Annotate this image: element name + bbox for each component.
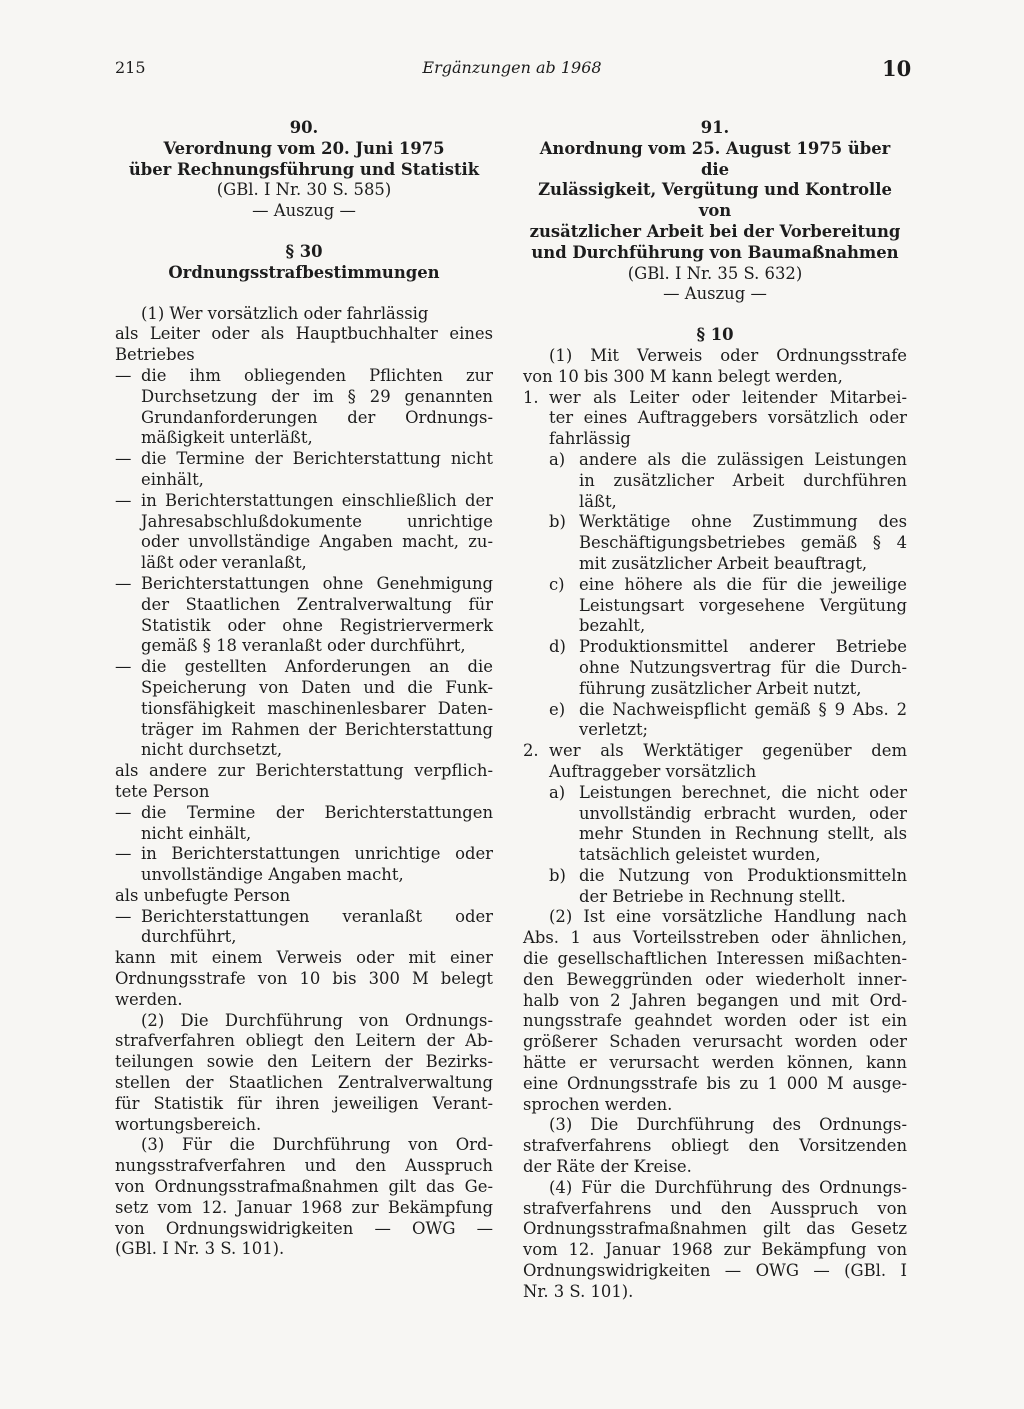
dash-item — [115, 491, 493, 574]
paragraph-3 — [523, 1115, 907, 1177]
dash-marker: — — [115, 490, 132, 510]
sub-item — [523, 783, 907, 866]
sub-marker: b) — [549, 512, 566, 532]
doc-title — [115, 139, 493, 181]
text-line: die Termine der Berichterstattungen — [141, 802, 493, 822]
closing-lines — [115, 948, 493, 1010]
text-line: andere als die zulässigen Leistungen — [579, 449, 907, 469]
text-line: einhält, — [141, 469, 204, 489]
text-line: als andere zur Berichterstattung verpflich- — [115, 761, 493, 781]
text-line: Leistungen berechnet, die nicht oder — [579, 782, 907, 802]
sub-item — [523, 450, 907, 512]
text-line: (4) Für die Durchführung des Ordnungs- — [549, 1177, 907, 1197]
text-line: Durchsetzung der im § 29 genannten — [141, 386, 493, 406]
dash-item — [115, 657, 493, 761]
text-line: unvollständige Angaben macht, — [141, 865, 404, 885]
citation: (GBl. I Nr. 35 S. 632) — [627, 263, 803, 283]
running-title: Ergänzungen ab 1968 — [422, 58, 602, 77]
dash-item — [115, 574, 493, 657]
left-column — [115, 118, 493, 1260]
text-line: in Berichterstattungen unrichtige oder — [141, 844, 493, 864]
numbered-item — [523, 388, 907, 450]
text-line: strafverfahrens und den Ausspruch von — [523, 1198, 907, 1218]
text-line: von Ordnungsstrafmaßnahmen gilt das Ge- — [115, 1177, 493, 1197]
sub-marker: a) — [549, 449, 566, 469]
text-line: oder unvollständige Angaben macht, zu- — [141, 532, 493, 552]
doc-number: 91. — [700, 118, 730, 137]
text-line: Ordnungsstrafe von 10 bis 300 M belegt — [115, 969, 493, 989]
text-line: Jahresabschlußdokumente unrichtige — [141, 511, 493, 531]
citation: (GBl. I Nr. 30 S. 585) — [216, 180, 392, 200]
text-line: setz vom 12. Januar 1968 zur Bekämpfung — [115, 1197, 493, 1217]
paragraph-2 — [115, 1011, 493, 1136]
text-line: tionsfähigkeit maschinenlesbarer Daten- — [141, 698, 493, 718]
text-line: (3) Die Durchführung des Ordnungs- — [549, 1115, 907, 1135]
dash-marker: — — [115, 449, 132, 469]
dash-list-b — [115, 803, 493, 886]
text-line: von Ordnungswidrigkeiten — OWG — — [115, 1218, 493, 1238]
text-line: (3) Für die Durchführung von Ord- — [141, 1135, 493, 1155]
dash-item — [115, 803, 493, 845]
text-line: die gesellschaftlichen Interessen mißachten- — [523, 949, 907, 969]
text-line: Berichterstattungen veranlaßt oder — [141, 906, 493, 926]
text-line: Berichterstattungen ohne Genehmigung — [141, 573, 493, 593]
text-line: größerer Schaden verursacht worden oder — [523, 1032, 907, 1052]
lines-p1 — [115, 324, 493, 366]
text-line: mäßigkeit unterläßt, — [141, 428, 313, 448]
sub-item — [523, 637, 907, 699]
text-line: Ordnungsstrafmaßnahmen gilt das Gesetz — [523, 1219, 907, 1239]
title-line: Zulässigkeit, Vergütung und Kontrolle von — [538, 180, 892, 221]
sub-marker: a) — [549, 782, 566, 802]
text-line: nicht einhält, — [141, 823, 252, 843]
text-line: vom 12. Januar 1968 zur Bekämpfung von — [523, 1240, 907, 1260]
text-line: Leistungsart vorgesehene Vergütung — [579, 595, 907, 615]
paragraph-2 — [523, 907, 907, 1115]
text-line: die Nachweispflicht gemäß § 9 Abs. 2 — [579, 699, 907, 719]
text-line: Betriebes — [115, 345, 195, 365]
title-line: Anordnung vom 25. August 1975 über die — [539, 138, 891, 179]
dash-list-c — [115, 907, 493, 949]
text-line: tete Person — [115, 781, 210, 801]
numbered-list — [523, 388, 907, 908]
title-line: Verordnung vom 20. Juni 1975 — [163, 138, 445, 158]
dash-item — [115, 844, 493, 886]
right-column — [523, 118, 907, 1303]
section-heading: § 10 — [696, 325, 734, 345]
text-line: führung zusätzlicher Arbeit nutzt, — [579, 678, 862, 698]
sub-item — [523, 866, 907, 908]
text-line: strafverfahren obliegt den Leitern der Ab- — [115, 1031, 493, 1051]
text-line: mehr Stunden in Rechnung stellt, als — [579, 824, 907, 844]
paragraph-3 — [115, 1135, 493, 1260]
text-line: Nr. 3 S. 101). — [523, 1281, 634, 1301]
text-line: von 10 bis 300 M kann belegt werden, — [523, 366, 843, 386]
sub-marker: c) — [549, 574, 565, 594]
text-line: mit zusätzlicher Arbeit beauftragt, — [579, 553, 868, 573]
text-line: der Betriebe in Rechnung stellt. — [579, 886, 846, 906]
sub-marker: d) — [549, 637, 566, 657]
text-line: eine Ordnungsstrafe bis zu 1 000 M ausge- — [523, 1073, 907, 1093]
text-line: Werktätige ohne Zustimmung des — [579, 512, 907, 532]
dash-item — [115, 907, 493, 949]
text-line: läßt oder veranlaßt, — [141, 553, 307, 573]
text-line: Grundanforderungen der Ordnungs- — [141, 407, 493, 427]
text-line: die Termine der Berichterstattung nicht — [141, 449, 493, 469]
text-line: unvollständig erbracht wurden, oder — [579, 803, 907, 823]
text-line: als Leiter oder als Hauptbuchhalter eines — [115, 324, 493, 344]
text-line: nicht durchsetzt, — [141, 740, 283, 760]
doc-number: 90. — [289, 118, 319, 137]
text-line: strafverfahrens obliegt den Vorsitzenden — [523, 1136, 907, 1156]
sub-item — [523, 512, 907, 574]
text-line: durchführt, — [141, 927, 237, 947]
section-number: 10 — [882, 56, 912, 81]
text-line: halb von 2 Jahren begangen und mit Ord- — [523, 990, 907, 1010]
text-line: wortungsbereich. — [115, 1114, 262, 1134]
text-line: fahrlässig — [549, 429, 631, 449]
extract-note: — Auszug — — [252, 201, 356, 221]
text-line: nungsstrafverfahren und den Ausspruch — [115, 1156, 493, 1176]
paragraph-4 — [523, 1178, 907, 1303]
item-marker: 2. — [523, 741, 539, 761]
text-line: (1) Mit Verweis oder Ordnungsstrafe — [549, 345, 907, 365]
text-line: (2) Ist eine vorsätzliche Handlung nach — [549, 907, 907, 927]
text-line: läßt, — [579, 491, 617, 511]
text-line: Abs. 1 aus Vorteilsstreben oder ähnlichen, — [523, 928, 907, 948]
text-line: die ihm obliegenden Pflichten zur — [141, 365, 493, 385]
text-line: stellen der Staatlichen Zentralverwaltung — [115, 1073, 493, 1093]
sub-item — [523, 575, 907, 637]
paragraph-1 — [523, 346, 907, 388]
dash-marker: — — [115, 365, 132, 385]
text-line: (2) Die Durchführung von Ordnungs- — [141, 1010, 493, 1030]
text-line: werden. — [115, 989, 183, 1009]
text-line: gemäß § 18 veranlaßt oder durchführt, — [141, 636, 466, 656]
text-line: in Berichterstattungen einschließlich der — [141, 490, 493, 510]
sub-marker: e) — [549, 699, 566, 719]
text-line: Statistik oder ohne Registriervermerk — [141, 615, 493, 635]
sub-item — [523, 700, 907, 742]
title-line: und Durchführung von Baumaßnahmen — [531, 242, 899, 262]
text-line: in zusätzlicher Arbeit durchführen — [579, 470, 907, 490]
text-line: sprochen werden. — [523, 1094, 673, 1114]
dash-item — [115, 366, 493, 449]
numbered-item — [523, 741, 907, 783]
text-line: der Staatlichen Zentralverwaltung für — [141, 594, 493, 614]
text-line: der Räte der Kreise. — [523, 1157, 692, 1177]
text-line: hätte er verursacht werden können, kann — [523, 1053, 907, 1073]
text-line: nungsstrafe geahndet worden oder ist ein — [523, 1011, 907, 1031]
text-line: wer als Leiter oder leitender Mitarbei- — [549, 387, 907, 407]
text-line: tatsächlich geleistet wurden, — [579, 845, 821, 865]
dash-marker: — — [115, 802, 132, 822]
text-line: Produktionsmittel anderer Betriebe — [579, 637, 907, 657]
doc-title — [523, 139, 907, 264]
section-heading: § 30 — [285, 241, 323, 261]
text-line: für Statistik für ihren jeweiligen Verant- — [115, 1093, 493, 1113]
paragraph-intro: (1) Wer vorsätzlich oder fahrlässig — [141, 303, 429, 323]
text-line: ohne Nutzungsvertrag für die Durch- — [579, 657, 907, 677]
text-line: eine höhere als die für die jeweilige — [579, 574, 907, 594]
dash-marker: — — [115, 573, 132, 593]
title-line: zusätzlicher Arbeit bei der Vorbereitung — [529, 221, 901, 241]
text-line: den Beweggründen oder wiederholt inner- — [523, 969, 907, 989]
text-line: die gestellten Anforderungen an die — [141, 657, 493, 677]
dash-item — [115, 449, 493, 491]
page-number: 215 — [115, 58, 146, 77]
text-line: (GBl. I Nr. 3 S. 101). — [115, 1239, 285, 1259]
text-line: Speicherung von Daten und die Funk- — [141, 677, 493, 697]
text-line: wer als Werktätiger gegenüber dem — [549, 741, 907, 761]
text-line: Beschäftigungsbetriebes gemäß § 4 — [579, 533, 907, 553]
text-line: kann mit einem Verweis oder mit einer — [115, 948, 493, 968]
text-line: verletzt; — [579, 720, 649, 740]
extract-note: — Auszug — — [663, 284, 767, 304]
text-line: bezahlt, — [579, 616, 646, 636]
dash-list-a — [115, 366, 493, 761]
section-title: Ordnungsstrafbestimmungen — [168, 262, 440, 282]
title-line: über Rechnungsführung und Statistik — [128, 159, 480, 179]
text-line: ter eines Auftraggebers vorsätzlich oder — [549, 408, 907, 428]
text-line: träger im Rahmen der Berichterstattung — [141, 719, 493, 739]
text-line: die Nutzung von Produktionsmitteln — [579, 865, 907, 885]
text-line: teilungen sowie den Leitern der Bezirks- — [115, 1052, 493, 1072]
text-line: Auftraggeber vorsätzlich — [549, 761, 757, 781]
sub-marker: b) — [549, 865, 566, 885]
dash-marker: — — [115, 906, 132, 926]
dash-marker: — — [115, 844, 132, 864]
lines-mid — [115, 761, 493, 803]
text-line: Ordnungswidrigkeiten — OWG — (GBl. I — [523, 1261, 907, 1281]
item-marker: 1. — [523, 387, 539, 407]
unauthorized-line: als unbefugte Person — [115, 885, 291, 905]
dash-marker: — — [115, 657, 132, 677]
